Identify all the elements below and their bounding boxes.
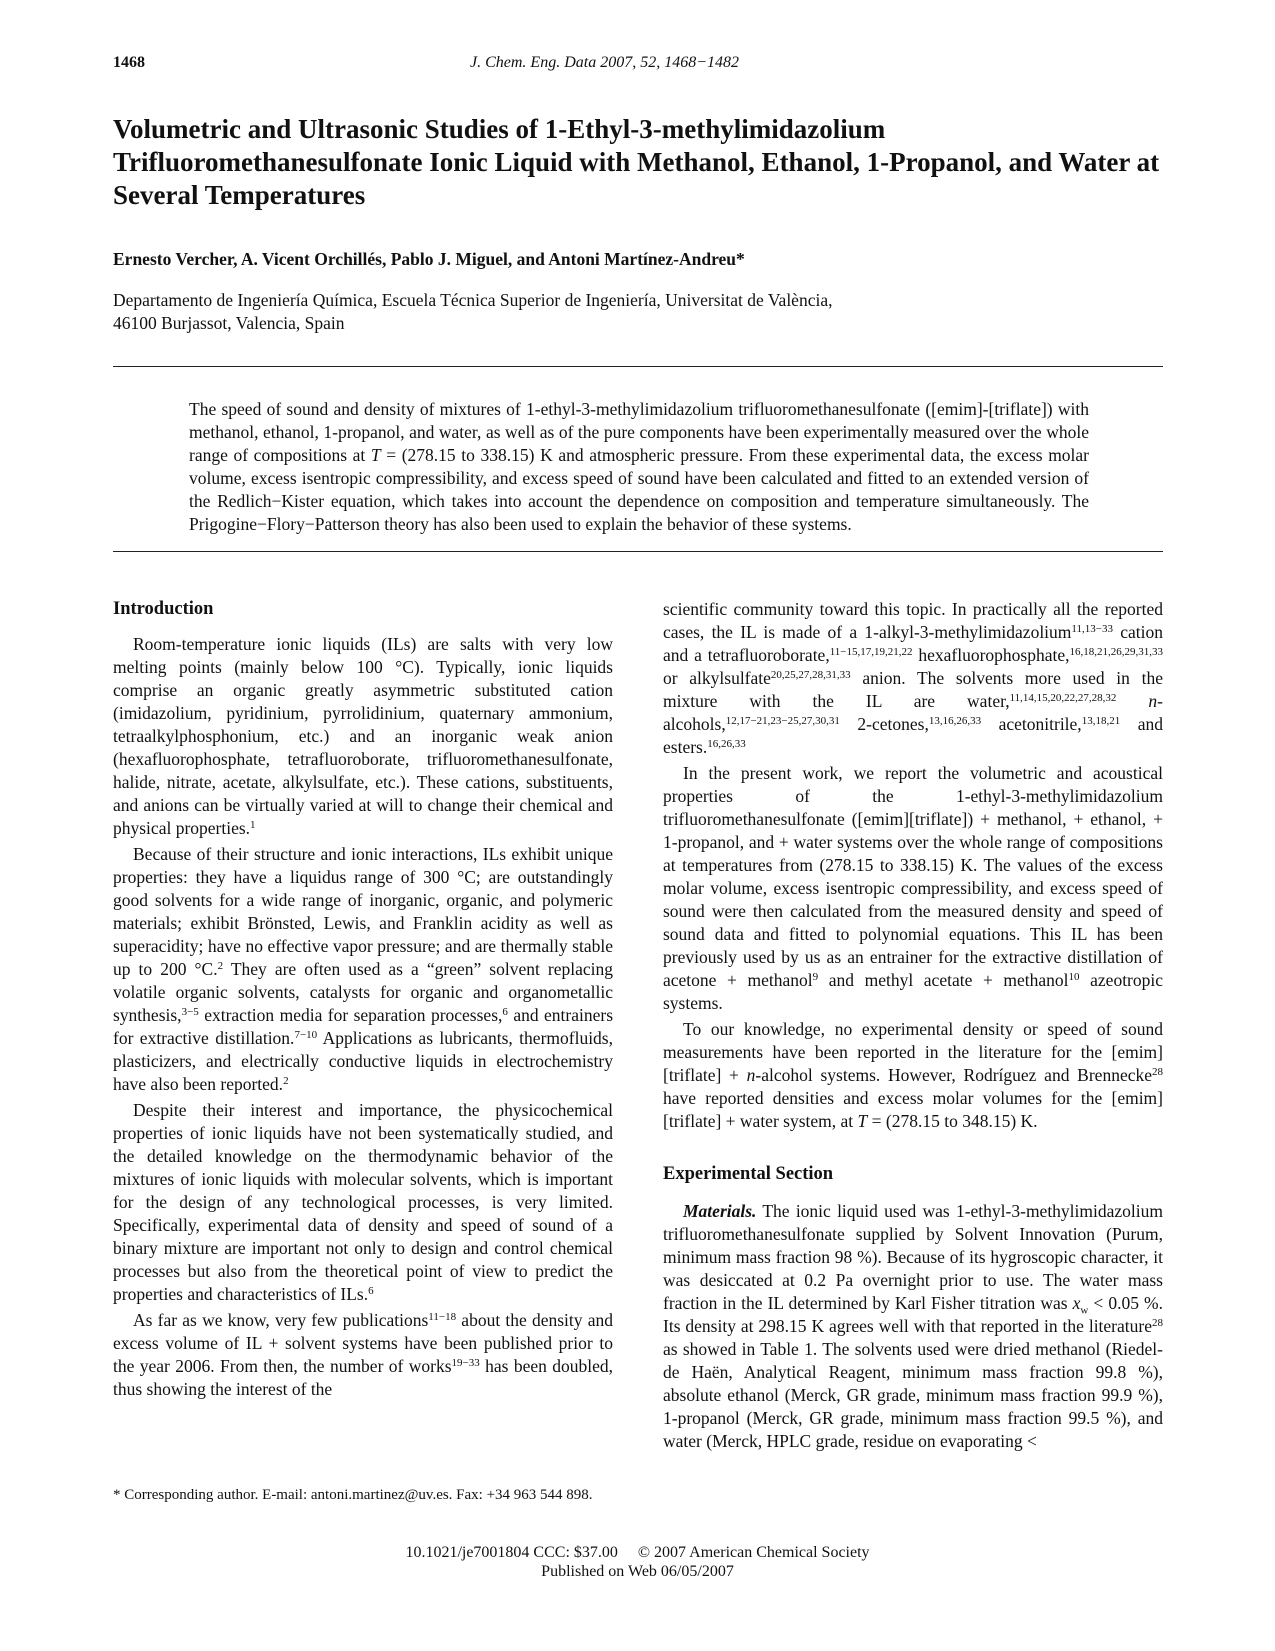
right-paragraph-1: scientific community toward this topic. In practically all the reported cases, the IL is made of a 1-alkyl-3-methylimidazolium$^{11,13-33}$ cation and a tetrafluoroborate,$^{11-15,17,19,21,22}$ hexafluorophosphate,$^{16,18,21,26,29,31,33}$ or alkylsulfate$^{20,25,27,28,31,33}$ anion. The solvents more used in the mixture with the IL are water,$^{11,14,15,20,22,27,28,32}$ n-alcohols,$^{12,17-21,23-25,27,30,31}$ 2-cetones,$^{13,16,26,33}$ acetonitrile,$^{13,18,21}$ and esters.$^{16,26,33}$: [663, 599, 1164, 757]
abstract-text-2: = (278.15 to 338.15) K and atmospheric pressure. From these experimental data, the excess molar volume, excess isentropic compressibility, and excess speed of sound have been calculated and fitted to an extended version of the Redlich−Kister equation, which takes into account the dependence on composition and temperature simultaneously. The Prigogine−Flory−Patterson theory has also been used to explain the behavior of these systems.: [189, 445, 1090, 534]
left-column: [113, 598, 613, 1401]
abstract-text-1: The speed of sound and density of mixtures of 1-ethyl-3-methylimidazolium trifluoromethanesulfonate ([emim]-[triflate]) with methanol, ethanol, 1-propanol, and water, as well as of the pure components have been experimentally measured over the whole range of compositions at: [189, 399, 1089, 465]
reference-marker: 13,16,26,33: [928, 715, 982, 727]
reference-marker: 16,26,33: [707, 738, 746, 750]
right-paragraph-2: In the present work, we report the volumetric and acoustical properties of the 1-ethyl-3-methylimidazolium trifluoromethanesulfonate ([emim][triflate]) + methanol, + ethanol, + 1-propanol, and + water systems over the whole range of compositions at temperatures from (278.15 to 338.15) K. The values of the excess molar volume, excess isentropic compressibility, and excess speed of sound were then calculated from the measured density and speed of sound data and fitted to polynomial equations. This IL has been previously used by us as an entrainer for the extractive distillation of acetone + methanol$^9$ and methyl acetate + methanol$^{10}$ azeotropic systems.: [663, 763, 1164, 1013]
reference-marker: 11−18: [428, 1311, 457, 1323]
abstract-temp-symbol: T: [370, 445, 381, 465]
reference-marker: 11−15,17,19,21,22: [829, 646, 913, 658]
citation-text: J. Chem. Eng. Data 2007, 52, 1468−1482: [470, 54, 739, 71]
author-list: Ernesto Vercher, A. Vicent Orchillés, Pablo J. Miguel, and Antoni Martínez-Andreu*: [113, 249, 745, 269]
publication-date: Published on Web 06/05/2007: [541, 1563, 734, 1580]
reference-marker: 6: [368, 1285, 374, 1297]
right-paragraph-3: To our knowledge, no experimental density or speed of sound measurements have been reported in the literature for the [emim][triflate] + n-alcohol systems. However, Rodríguez and Brennecke$^{28}$ have reported densities and excess molar volumes for the [emim][triflate] + water system, at T = (278.15 to 348.15) K.: [663, 1019, 1163, 1131]
materials-paragraph: Materials. The ionic liquid used was 1-ethyl-3-methylimidazolium trifluoromethanesulfonate supplied by Solvent Innovation (Purum, minimum mass fraction 98 %). Because of its hygroscopic character, it was desiccated at 0.2 Pa overnight prior to use. The water mass fraction in the IL determined by Karl Fisher titration was $x_w < 0.05$ %. Its density at 298.15 K agrees well with that reported in the literature$^{28}$ as showed in Table 1. The solvents used were dried methanol (Riedel-de Haën, Analytical Reagent, minimum mass fraction 99.8 %), absolute ethanol (Merck, GR grade, minimum mass fraction 99.9 %), 1-propanol (Merck, GR grade, minimum mass fraction 99.5 %), and water (Merck, HPLC grade, residue on evaporating <: [663, 1201, 1163, 1451]
reference-marker: 28: [1152, 1317, 1163, 1329]
reference-marker: 2: [217, 960, 224, 972]
intro-paragraph-2: Because of their structure and ionic interactions, ILs exhibit unique properties: they have a liquidus range of 300 °C; are outstandingly good solvents for a wide range of inorganic, organic, and polymeric materials; exhibit Brönsted, Lewis, and Franklin acidity as well as superacidity; have no effective vapor pressure; and are thermally stable up to 200 °C.$^2$ They are often used as a “green” solvent replacing volatile organic solvents, catalysts for organic and organometallic synthesis,$^{3-5}$ extraction media for separation processes,$^6$ and entrainers for extractive distillation.$^{7-10}$ Applications as lubricants, thermofluids, plasticizers, and electrically conductive liquids in electrochemistry have also been reported.$^2$: [113, 844, 613, 1094]
reference-marker: 9: [812, 971, 819, 983]
doi-copyright-line: 10.1021/je7001804 CCC: $37.00 © 2007 American Chemical Society: [405, 1544, 870, 1561]
reference-marker: 10: [1068, 971, 1080, 983]
intro-paragraph-4: As far as we know, very few publications$^{11-18}$ about the density and excess volume of IL + solvent systems have been published prior to the year 2006. From then, the number of works$^{19-33}$ has been doubled, thus showing the interest of the: [113, 1310, 614, 1399]
section-heading-experimental: Experimental Section: [663, 1164, 834, 1184]
right-column: [663, 598, 1163, 1453]
reference-marker: 20,25,27,28,31,33: [770, 669, 851, 681]
affiliation: [113, 289, 1113, 335]
page-number: 1468: [113, 54, 145, 71]
abstract: [189, 398, 1089, 536]
affiliation-line-2: 46100 Burjassot, Valencia, Spain: [113, 313, 345, 333]
reference-marker: 3−5: [181, 1006, 199, 1018]
reference-marker: 2: [283, 1075, 289, 1087]
abstract-bottom-rule: [113, 551, 1163, 552]
reference-marker: 11,14,15,20,22,27,28,32: [1009, 692, 1117, 704]
reference-marker: 12,17−21,23−25,27,30,31: [725, 715, 840, 727]
reference-marker: 6: [502, 1006, 508, 1018]
reference-marker: 16,18,21,26,29,31,33: [1069, 646, 1163, 658]
intro-paragraph-3: Despite their interest and importance, the physicochemical properties of ionic liquids have not been systematically studied, and the detailed knowledge on the thermodynamic behavior of the mixtures of ionic liquids with molecular solvents, which is important for the design of any technological processes, is very limited. Specifically, experimental data of density and speed of sound of a binary mixture are important not only to design and control chemical processes but also from the theoretical point of view to predict the properties and characteristics of ILs.$^6$: [113, 1100, 613, 1304]
reference-marker: 11,13−33: [1071, 623, 1113, 635]
journal-citation: [470, 54, 739, 72]
reference-marker: 28: [1152, 1066, 1163, 1078]
reference-marker: 1: [250, 819, 256, 831]
materials-label: Materials.: [683, 1201, 757, 1221]
corresponding-author-footnote: * Corresponding author. E-mail: antoni.martinez@uv.es. Fax: +34 963 544 898.: [113, 1487, 593, 1503]
abstract-top-rule: [113, 366, 1163, 367]
section-heading-introduction: Introduction: [113, 599, 214, 619]
reference-marker: 7−10: [294, 1029, 318, 1041]
reference-marker: 19−33: [451, 1357, 480, 1369]
affiliation-line-1: Departamento de Ingeniería Química, Escuela Técnica Superior de Ingeniería, Universitat de València,: [113, 290, 833, 310]
article-title: Volumetric and Ultrasonic Studies of 1-Ethyl-3-methylimidazolium Trifluoromethanesulfonate Ionic Liquid with Methanol, Ethanol, 1-Propanol, and Water at Several Temperatures: [113, 114, 1160, 210]
intro-paragraph-1: Room-temperature ionic liquids (ILs) are salts with very low melting points (mainly below 100 °C). Typically, ionic liquids comprise an organic greatly asymmetric substituted cation (imidazolium, pyridinium, pyrrolidinium, quaternary ammonium, tetraalkylphosphonium, etc.) and an inorganic weak anion (hexafluorophosphate, tetrafluoroborate, trifluoromethanesulfonate, halide, nitrate, acetate, alkylsulfate, etc.). These cations, substituents, and anions can be virtually varied at will to change their chemical and physical properties.$^1$: [113, 634, 613, 838]
reference-marker: 13,18,21: [1081, 715, 1121, 727]
